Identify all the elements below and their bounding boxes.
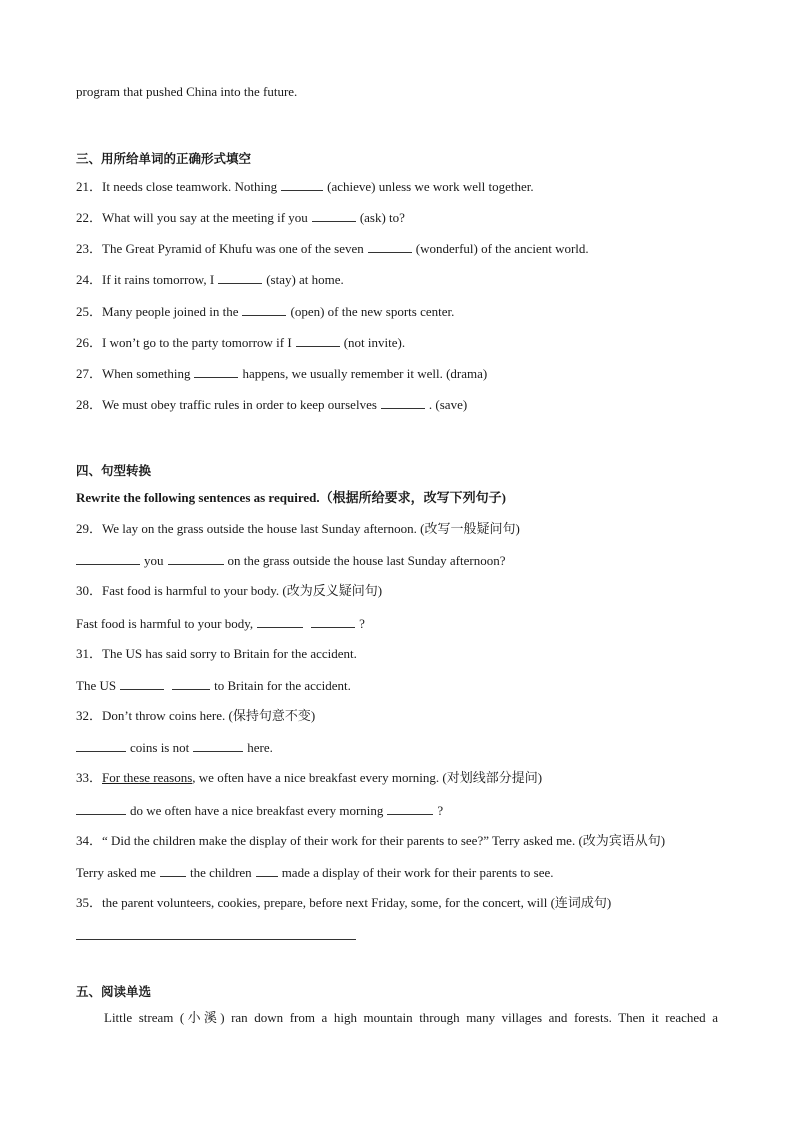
question-30: 30．Fast food is harmful to your body. (改为反义疑问句) <box>76 583 383 598</box>
section-3-title: 三、用所给单词的正确形式填空 <box>76 151 252 166</box>
reading-passage: Little stream (小溪) ran down from a high mountain through many villages and forests. Then it reached a <box>104 1010 718 1025</box>
section-4-instruction: Rewrite the following sentences as required.（根据所给要求，改写下列句子) <box>76 490 506 505</box>
answer-29: you on the grass outside the house last Sunday afternoon? <box>76 552 506 569</box>
question-34: 34．“ Did the children make the display of their work for their parents to see?” Terry asked me. (改为宾语从句) <box>76 833 666 848</box>
section-4-title: 四、句型转换 <box>76 463 152 478</box>
question-32: 32．Don’t throw coins here. (保持句意不变) <box>76 708 316 723</box>
question-28: 28．We must obey traffic rules in order to keep ourselves . (save) <box>76 397 468 412</box>
question-21: 21．It needs close teamwork. Nothing (achieve) unless we work well together. <box>76 179 534 194</box>
answer-31: The US to Britain for the accident. <box>76 678 351 693</box>
answer-32: coins is not here. <box>76 739 273 756</box>
question-33: 33．For these reasons, we often have a nice breakfast every morning. (对划线部分提问) <box>76 770 543 785</box>
question-22: 22．What will you say at the meeting if you (ask) to? <box>76 210 405 225</box>
answer-33: do we often have a nice breakfast every morning ? <box>76 802 443 819</box>
question-35: 35．the parent volunteers, cookies, prepare, before next Friday, some, for the concert, will (连词成句) <box>76 895 612 910</box>
answer-30: Fast food is harmful to your body, ? <box>76 616 365 631</box>
question-29: 29．We lay on the grass outside the house last Sunday afternoon. (改写一般疑问句) <box>76 521 520 536</box>
question-25: 25．Many people joined in the (open) of the new sports center. <box>76 304 455 319</box>
question-31: 31．The US has said sorry to Britain for the accident. <box>76 646 357 661</box>
question-26: 26．I won’t go to the party tomorrow if I (not invite). <box>76 335 406 350</box>
answer-35-line <box>76 939 356 940</box>
continuation-text: program that pushed China into the future. <box>76 84 298 99</box>
answer-34: Terry asked me the children made a display of their work for their parents to see. <box>76 865 554 880</box>
question-23: 23．The Great Pyramid of Khufu was one of the seven (wonderful) of the ancient world. <box>76 241 589 256</box>
question-24: 24．If it rains tomorrow, I (stay) at home. <box>76 272 344 287</box>
question-27: 27．When something happens, we usually remember it well. (drama) <box>76 366 488 381</box>
section-5-title: 五、阅读单选 <box>76 984 152 999</box>
